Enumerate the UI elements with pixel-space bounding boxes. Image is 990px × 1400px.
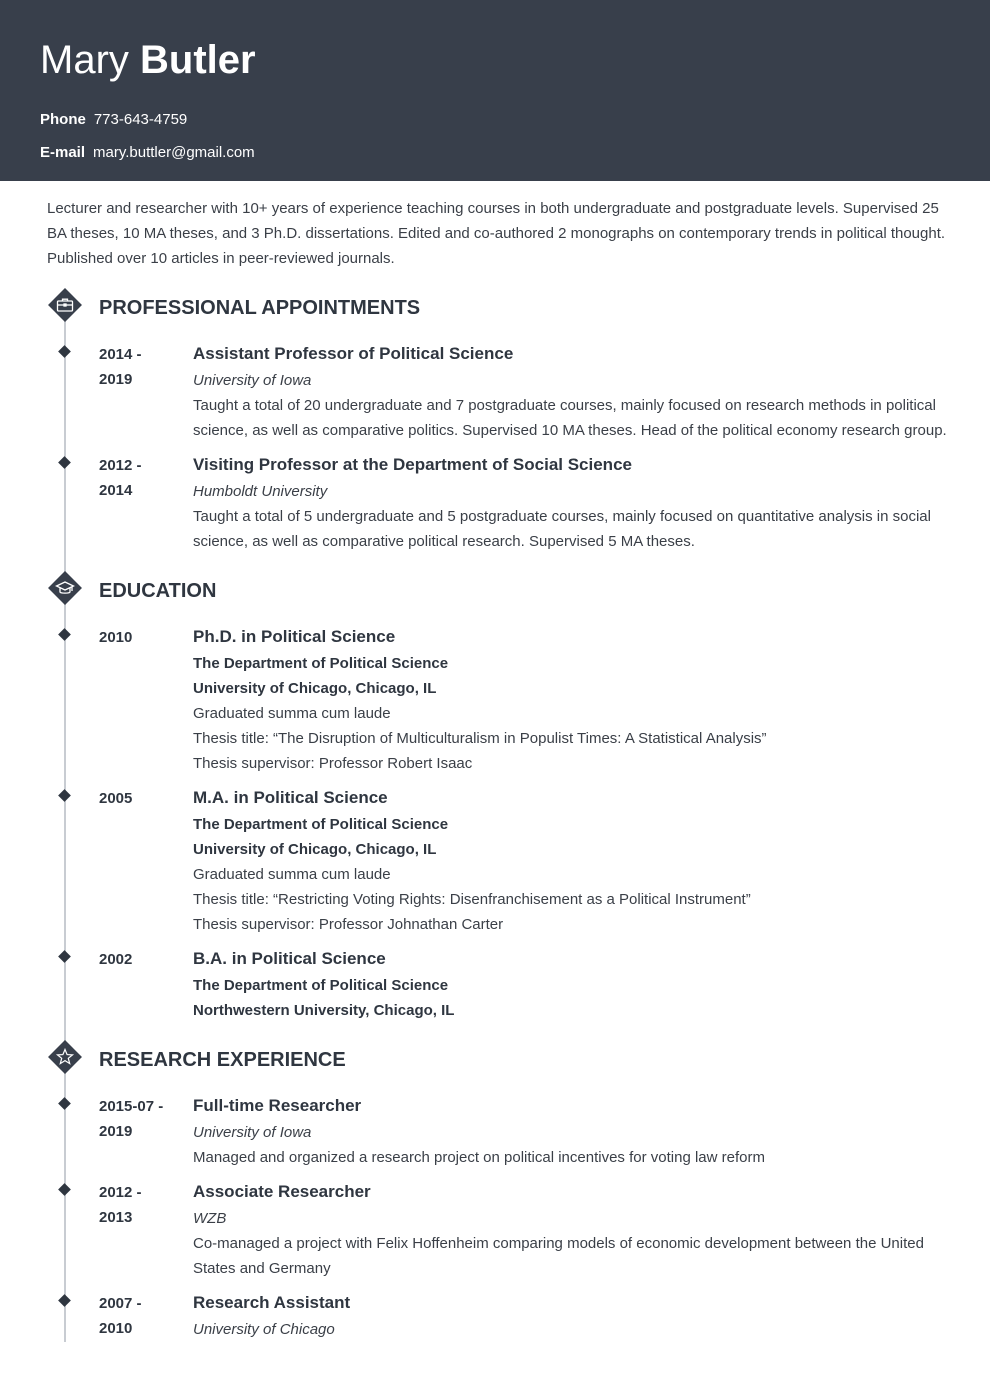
date-start: 2014 -	[99, 346, 142, 363]
timeline-bullet	[58, 1294, 71, 1307]
entry-date: 2005	[99, 790, 133, 807]
timeline-bullet	[58, 456, 71, 469]
education-entry	[193, 946, 953, 1023]
thesis-supervisor: Thesis supervisor: Professor Robert Isaac	[193, 755, 473, 772]
date-start: 2012 -	[99, 1184, 142, 1201]
appointment-entry	[193, 341, 953, 443]
entry-date: 2002	[99, 951, 133, 968]
education-entry	[193, 624, 953, 776]
last-name: Butler	[140, 38, 256, 82]
timeline-bullet	[58, 628, 71, 641]
timeline-bullet	[58, 1183, 71, 1196]
honors: Graduated summa cum laude	[193, 866, 391, 883]
email-row	[40, 143, 255, 163]
timeline-bullet	[58, 789, 71, 802]
entry-date	[99, 1180, 179, 1230]
entry-title: Research Assistant	[193, 1293, 351, 1312]
thesis-supervisor: Thesis supervisor: Professor Johnathan Carter	[193, 916, 504, 933]
entry-org: University of Chicago	[193, 1321, 335, 1338]
email-value: mary.buttler@gmail.com	[93, 144, 255, 161]
honors: Graduated summa cum laude	[193, 705, 391, 722]
entry-date	[99, 1291, 179, 1341]
entry-title: Assistant Professor of Political Science	[193, 344, 514, 363]
timeline-bullet	[58, 950, 71, 963]
first-name: Mary	[40, 38, 129, 82]
entry-description: Taught a total of 20 undergraduate and 7 postgraduate courses, mainly focused on research methods in political science, as well as comparative politics. Supervised 10 MA theses. Head of the political economy research group.	[193, 397, 947, 439]
email-label: E-mail	[40, 144, 86, 161]
phone-row	[40, 110, 187, 130]
date-end: 2010	[99, 1320, 133, 1337]
date-end: 2019	[99, 1123, 133, 1140]
timeline-bullet	[58, 345, 71, 358]
appointment-entry	[193, 452, 953, 554]
section-title-research: RESEARCH EXPERIENCE	[99, 1049, 346, 1071]
thesis-title: Thesis title: “The Disruption of Multiculturalism in Populist Times: A Statistical Analysis”	[193, 730, 767, 747]
entry-org: Humboldt University	[193, 483, 328, 500]
degree-title: B.A. in Political Science	[193, 949, 386, 968]
section-title-appointments: PROFESSIONAL APPOINTMENTS	[99, 297, 421, 319]
summary: Lecturer and researcher with 10+ years of experience teaching courses in both undergraduate and postgraduate levels. Supervised 25 BA theses, 10 MA theses, and 3 Ph.D. dissertations. Edited and co-authored 2 monographs on contemporary trends in political thought. Published over 10 articles in peer-reviewed journals.	[47, 200, 946, 267]
school: University of Chicago, Chicago, IL	[193, 680, 437, 697]
date-start: 2007 -	[99, 1295, 142, 1312]
timeline-bullet	[58, 1097, 71, 1110]
entry-date	[99, 1094, 179, 1144]
school: Northwestern University, Chicago, IL	[193, 1002, 455, 1019]
thesis-title: Thesis title: “Restricting Voting Rights: Disenfranchisement as a Political Instrument”	[193, 891, 751, 908]
star-icon	[48, 1040, 82, 1074]
entry-date: 2010	[99, 629, 133, 646]
entry-org: University of Iowa	[193, 372, 312, 389]
entry-date	[99, 453, 179, 503]
entry-description: Taught a total of 5 undergraduate and 5 postgraduate courses, mainly focused on quantitative analysis in social science, as well as comparative political research. Supervised 5 MA theses.	[193, 508, 931, 550]
entry-title: Associate Researcher	[193, 1182, 371, 1201]
degree-title: Ph.D. in Political Science	[193, 627, 396, 646]
phone-label: Phone	[40, 111, 86, 128]
research-entry	[193, 1093, 953, 1170]
department: The Department of Political Science	[193, 816, 449, 833]
candidate-name	[40, 36, 256, 84]
degree-title: M.A. in Political Science	[193, 788, 388, 807]
resume-header	[0, 0, 990, 181]
section-title-education: EDUCATION	[99, 580, 217, 602]
department: The Department of Political Science	[193, 655, 449, 672]
department: The Department of Political Science	[193, 977, 449, 994]
entry-org: University of Iowa	[193, 1124, 312, 1141]
entry-title: Full-time Researcher	[193, 1096, 362, 1115]
graduation-cap-icon	[48, 571, 82, 605]
date-end: 2019	[99, 371, 133, 388]
phone-value: 773-643-4759	[93, 111, 188, 128]
date-end: 2014	[99, 482, 133, 499]
education-entry	[193, 785, 953, 937]
research-entry	[193, 1290, 953, 1342]
date-end: 2013	[99, 1209, 133, 1226]
entry-date	[99, 342, 179, 392]
entry-description: Co-managed a project with Felix Hoffenheim comparing models of economic development between the United States and Germany	[193, 1235, 924, 1277]
date-start: 2012 -	[99, 457, 142, 474]
research-entry	[193, 1179, 953, 1281]
date-start: 2015-07 -	[99, 1098, 164, 1115]
briefcase-icon	[48, 288, 82, 322]
entry-title: Visiting Professor at the Department of Social Science	[193, 455, 632, 474]
entry-description: Managed and organized a research project on political incentives for voting law reform	[193, 1149, 765, 1166]
school: University of Chicago, Chicago, IL	[193, 841, 437, 858]
entry-org: WZB	[193, 1210, 227, 1227]
